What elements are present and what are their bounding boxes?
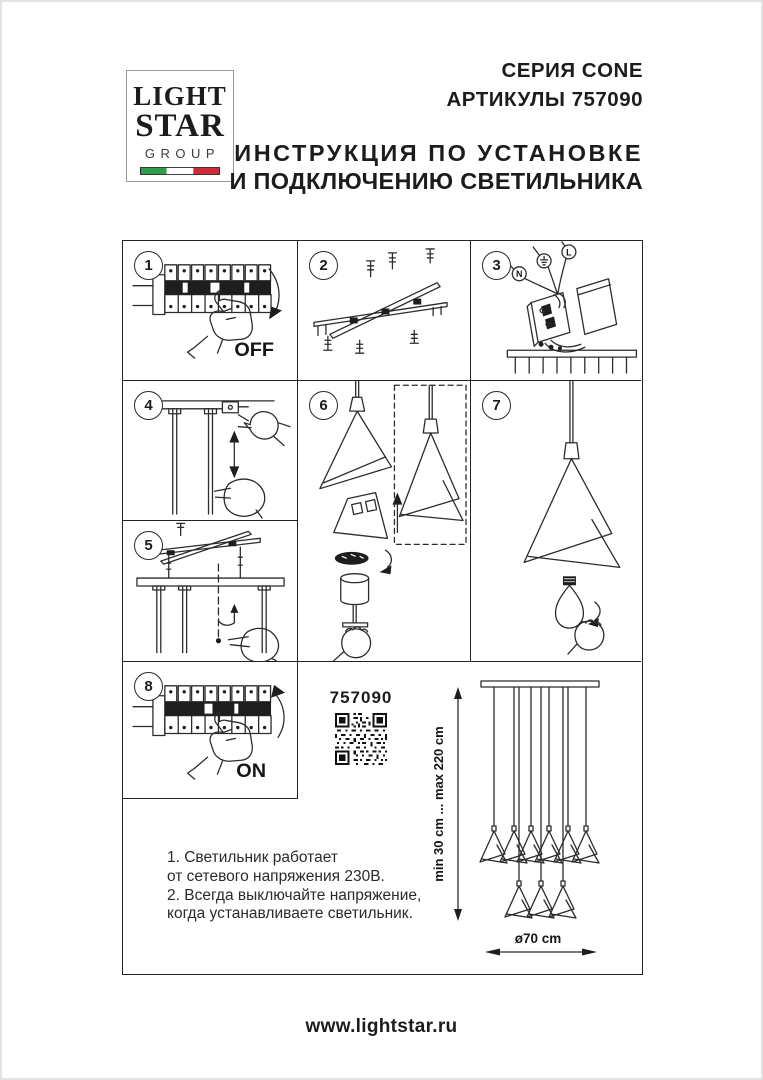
diameter-label: ø70 cm [514, 931, 562, 946]
bulb-install-illustration [471, 381, 641, 661]
bulb-base [563, 576, 576, 585]
website-url: www.lightstar.ru [305, 1016, 458, 1037]
hand-icon [214, 479, 264, 518]
article-number: 757090 [329, 688, 393, 707]
note-line-2: от сетевого напряжения 230В. [167, 867, 385, 885]
logo-word-star: STAR [135, 108, 225, 144]
step-2-number: 2 [309, 251, 338, 280]
hand-icon [238, 412, 290, 446]
step-4-cell [123, 381, 298, 521]
note-line-4: когда устанавливаете светильник. [167, 905, 413, 923]
hook-arrow-icon [588, 602, 600, 627]
up-down-arrow-icon [229, 431, 239, 479]
height-range-label: min 30 cm ... max 220 cm [431, 726, 446, 882]
arrow-up-icon [271, 685, 285, 738]
step-2-cell [298, 241, 471, 381]
diameter-dimension-arrow [485, 949, 597, 956]
series-title: СЕРИЯ CONE [501, 59, 643, 82]
pendant-dimensions-diagram [423, 671, 644, 971]
logo-word-light: LIGHT [133, 81, 227, 111]
articles-title: АРТИКУЛЫ 757090 [446, 88, 643, 111]
step-3-number: 3 [482, 251, 511, 280]
step-7-cell [471, 381, 641, 662]
step-8-number: 8 [134, 672, 163, 701]
subtitle-line1: ИНСТРУКЦИЯ ПО УСТАНОВКЕ [234, 140, 643, 166]
logo-word-group: GROUP [144, 146, 221, 161]
step-3-cell [471, 241, 641, 381]
earth-icon [541, 256, 548, 264]
note-line-1: 1. Светильник работает [167, 849, 338, 866]
step-6-number: 6 [309, 391, 338, 420]
instruction-grid [122, 240, 643, 975]
step-8-cell [123, 662, 298, 799]
step-4-number: 4 [134, 391, 163, 420]
step-1-cell [123, 241, 298, 381]
hand-icon [568, 620, 604, 654]
on-label: ON [236, 760, 267, 783]
safety-notes [167, 849, 467, 924]
wire-n-label: N [516, 269, 523, 280]
wire-l-label: L [566, 247, 572, 258]
italy-flag-icon [140, 167, 220, 175]
hand-icon [228, 628, 278, 661]
off-label: OFF [234, 339, 275, 362]
qr-code [335, 712, 387, 766]
step-7-number: 7 [482, 391, 511, 420]
instruction-subtitle [229, 139, 643, 195]
subtitle-line2: И ПОДКЛЮЧЕНИЮ СВЕТИЛЬНИКА [229, 168, 643, 194]
up-arrow-icon [218, 604, 238, 625]
step-6-cell [298, 381, 471, 662]
bulb-icon [556, 585, 584, 628]
step-5-cell [123, 521, 298, 662]
shade-assembly-illustration [298, 381, 470, 661]
hand-icon [334, 627, 371, 661]
step-5-number: 5 [134, 531, 163, 560]
title-block [229, 56, 643, 195]
hook-arrow-icon [380, 550, 392, 574]
note-line-3: 2. Всегда выключайте напряжение, [167, 886, 422, 904]
lightstar-logo [126, 70, 234, 182]
step-1-number: 1 [134, 251, 163, 280]
